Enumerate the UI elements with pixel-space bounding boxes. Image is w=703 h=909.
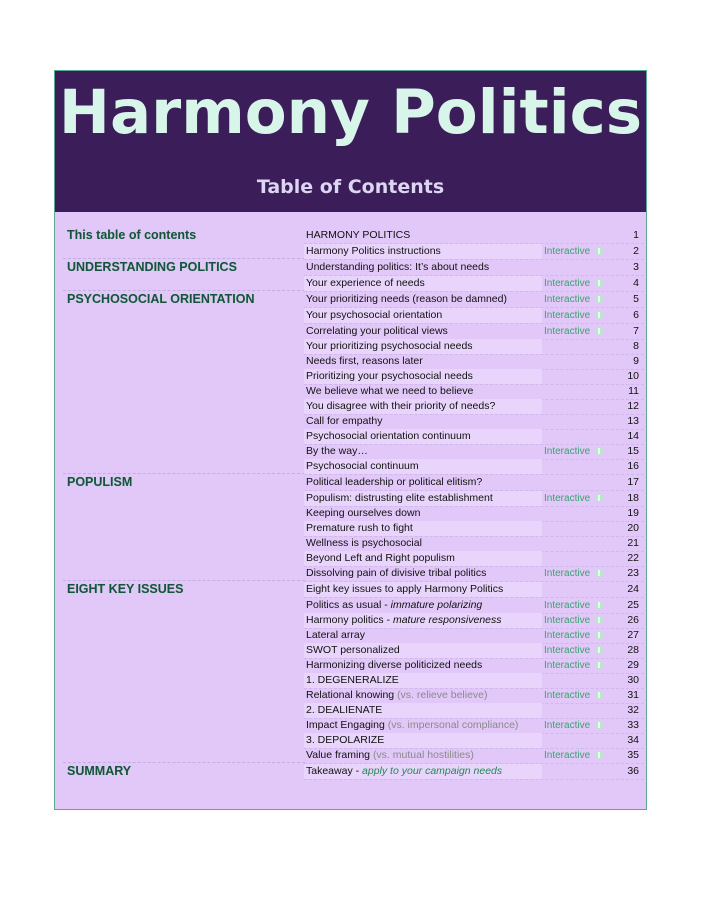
toc-entry-title [304,703,542,718]
toc-entry[interactable] [304,444,644,459]
interactive-label: Interactive [544,568,591,579]
toc-entry-title [304,292,542,307]
interactive-icon [595,295,603,303]
entry-title-text: Psychosocial orientation continuum [306,430,471,442]
section-heading: This table of contents [67,228,197,242]
interactive-label: Interactive [544,750,591,761]
entry-title-text: Understanding politics: It’s about needs [306,261,490,273]
page-number: 34 [627,734,639,746]
entry-title-suffix: apply to your campaign needs [362,765,503,777]
section-heading: EIGHT KEY ISSUES [67,582,184,596]
toc-entry-title [304,566,542,581]
entry-title-text: Your prioritizing needs (reason be damned) [306,293,507,305]
toc-entry-title [304,688,542,703]
toc-entry[interactable] [304,628,644,643]
interactive-label: Interactive [544,278,591,289]
entry-title-text: Value framing [306,749,373,761]
interactive-icon [595,661,603,669]
entry-title-text: Political leadership or political elitism? [306,476,483,488]
page-number: 1 [633,229,639,241]
page-number: 25 [627,599,639,611]
toc-entry-title [304,551,542,566]
toc-entry-title [304,414,542,429]
toc-entry[interactable] [304,673,644,688]
interactive-label: Interactive [544,493,591,504]
toc-entry-title [304,491,542,506]
toc-entry[interactable] [304,598,644,613]
entry-title-text: Populism: distrusting elite establishment [306,492,493,504]
toc-entry-title [304,399,542,414]
section-heading: PSYCHOSOCIAL ORIENTATION [67,292,255,306]
toc-entry[interactable] [304,748,644,763]
page-number: 2 [633,245,639,257]
interactive-badge[interactable] [544,598,606,613]
page-number: 27 [627,629,639,641]
page-number: 14 [627,430,639,442]
toc-entry[interactable] [304,475,644,490]
interactive-badge[interactable] [544,566,606,581]
toc-entry-title [304,276,542,291]
interactive-label: Interactive [544,660,591,671]
toc-entry-title [304,339,542,354]
toc-entry-title [304,429,542,444]
toc-entry[interactable] [304,429,644,444]
toc-entry-title [304,748,542,763]
interactive-badge[interactable] [544,613,606,628]
interactive-icon [595,569,603,577]
section-divider [63,290,305,291]
entry-title-suffix: (vs. relieve believe) [397,689,488,701]
toc-entry-title [304,643,542,658]
page-number: 11 [628,385,639,397]
page-number: 4 [633,277,639,289]
toc-entry[interactable] [304,414,644,429]
section-heading: UNDERSTANDING POLITICS [67,260,237,274]
toc-entry-title [304,613,542,628]
entry-title-suffix: immature polarizing [390,599,483,611]
toc-entry[interactable] [304,369,644,384]
toc-entry-title [304,444,542,459]
entry-title-text: Correlating your political views [306,325,448,337]
interactive-label: Interactive [544,720,591,731]
entry-title-text: Needs first, reasons later [306,355,423,367]
header-banner [55,71,646,212]
entry-title-text: Premature rush to fight [306,522,413,534]
page-number: 26 [627,614,639,626]
toc-entry[interactable] [304,399,644,414]
toc-entry[interactable] [304,718,644,733]
interactive-icon [595,631,603,639]
toc-entry[interactable] [304,459,644,474]
toc-entry-title [304,628,542,643]
page-number: 35 [627,749,639,761]
section-heading: SUMMARY [67,764,132,778]
interactive-icon [595,327,603,335]
interactive-label: Interactive [544,326,591,337]
interactive-badge[interactable] [544,491,606,506]
interactive-icon [595,601,603,609]
page-number: 31 [627,689,639,701]
toc-entry-title [304,521,542,536]
toc-entry[interactable] [304,276,644,291]
entry-title-text: Harmony Politics instructions [306,245,441,257]
page-number: 13 [627,415,639,427]
interactive-badge[interactable] [544,718,606,733]
toc-entry-title [304,598,542,613]
toc-entry-title [304,324,542,339]
page-number: 23 [627,567,639,579]
page-title: Harmony Politics [58,77,643,148]
entry-title-text: Impact Engaging [306,719,388,731]
interactive-badge[interactable] [544,748,606,763]
toc-entry[interactable] [304,566,644,581]
interactive-label: Interactive [544,446,591,457]
entry-title-text: HARMONY POLITICS [306,229,411,241]
interactive-badge[interactable] [544,244,606,259]
page-number: 3 [633,261,639,273]
interactive-icon [595,691,603,699]
interactive-icon [595,721,603,729]
interactive-icon [595,447,603,455]
toc-entry[interactable] [304,703,644,718]
entry-title-text: Harmony politics - [306,614,393,626]
page-number: 5 [633,293,639,305]
section-heading: POPULISM [67,475,133,489]
toc-entry-title [304,459,542,474]
toc-entry[interactable] [304,244,644,259]
page-number: 8 [633,340,639,352]
entry-title-text: 3. DEPOLARIZE [306,734,385,746]
toc-entry[interactable] [304,339,644,354]
page-number: 29 [627,659,639,671]
entry-title-text: Keeping ourselves down [306,507,421,519]
interactive-label: Interactive [544,246,591,257]
toc-entry[interactable] [304,582,644,597]
interactive-badge[interactable] [544,658,606,673]
interactive-icon [595,311,603,319]
toc-entry-title [304,475,542,490]
entry-title-suffix: mature responsiveness [392,614,502,626]
entry-title-text: Beyond Left and Right populism [306,552,455,564]
page-number: 28 [627,644,639,656]
toc-entry[interactable] [304,658,644,673]
page-number: 30 [627,674,639,686]
entry-title-text: Prioritizing your psychosocial needs [306,370,473,382]
entry-title-text: Harmonizing diverse politicized needs [306,659,483,671]
toc-body [55,212,646,810]
entry-title-text: Takeaway - [306,765,363,777]
entry-title-text: Call for empathy [306,415,383,427]
interactive-badge[interactable] [544,324,606,339]
toc-page [54,70,647,810]
page-number: 24 [627,583,639,595]
interactive-badge[interactable] [544,444,606,459]
section-divider [63,580,305,581]
row-divider [304,779,644,780]
toc-entry[interactable] [304,536,644,551]
interactive-label: Interactive [544,294,591,305]
interactive-badge[interactable] [544,628,606,643]
toc-entry-title [304,354,542,369]
toc-entry-title [304,384,542,399]
toc-entry-title [304,244,542,259]
toc-entry-title [304,673,542,688]
interactive-badge[interactable] [544,292,606,307]
toc-entry[interactable] [304,733,644,748]
interactive-label: Interactive [544,615,591,626]
toc-entry[interactable] [304,613,644,628]
toc-entry[interactable] [304,324,644,339]
toc-entry[interactable] [304,292,644,307]
toc-entry-title [304,536,542,551]
interactive-label: Interactive [544,645,591,656]
toc-entry-title [304,506,542,521]
entry-title-text: 1. DEGENERALIZE [306,674,399,686]
entry-title-text: Relational knowing [306,689,398,701]
interactive-badge[interactable] [544,643,606,658]
interactive-icon [595,494,603,502]
entry-title-suffix: (vs. mutual hostilities) [372,749,474,761]
section-divider [63,473,305,474]
toc-entry-title [304,764,542,779]
page-number: 32 [627,704,639,716]
toc-entry[interactable] [304,308,644,323]
entry-title-text: Your experience of needs [306,277,425,289]
interactive-badge[interactable] [544,688,606,703]
toc-heading: Table of Contents [256,176,445,198]
page-number: 16 [627,460,639,472]
interactive-icon [595,247,603,255]
toc-entry[interactable] [304,491,644,506]
entry-title-text: Dissolving pain of divisive tribal politics [306,567,487,579]
page-number: 7 [633,325,639,337]
interactive-icon [595,279,603,287]
entry-title-text: Wellness is psychosocial [306,537,422,549]
toc-entry[interactable] [304,506,644,521]
section-divider [63,762,305,763]
toc-entry[interactable] [304,643,644,658]
interactive-label: Interactive [544,310,591,321]
page-number: 6 [633,309,639,321]
toc-entry[interactable] [304,688,644,703]
toc-entry-title [304,228,542,243]
page-number: 36 [627,765,639,777]
section-divider [63,258,305,259]
toc-entry[interactable] [304,521,644,536]
toc-entry[interactable] [304,228,644,243]
interactive-badge[interactable] [544,276,606,291]
page-number: 33 [627,719,639,731]
entry-title-text: We believe what we need to believe [306,385,474,397]
interactive-icon [595,616,603,624]
page-number: 21 [627,537,639,549]
entry-title-text: SWOT personalized [306,644,400,656]
toc-entry[interactable] [304,354,644,369]
entry-title-text: Your psychosocial orientation [306,309,443,321]
interactive-badge[interactable] [544,308,606,323]
interactive-label: Interactive [544,690,591,701]
toc-entry-title [304,582,542,597]
entry-title-suffix: (vs. impersonal compliance) [387,719,519,731]
page-number: 17 [627,476,639,488]
interactive-label: Interactive [544,630,591,641]
toc-entry-title [304,658,542,673]
entry-title-text: Psychosocial continuum [306,460,419,472]
toc-entry-title [304,718,542,733]
toc-entry[interactable] [304,260,644,275]
page-number: 20 [627,522,639,534]
entry-title-text: You disagree with their priority of needs? [306,400,496,412]
interactive-icon [595,646,603,654]
page-number: 10 [627,370,639,382]
toc-entry[interactable] [304,384,644,399]
entry-title-text: Your prioritizing psychosocial needs [306,340,473,352]
page-number: 22 [627,552,639,564]
interactive-label: Interactive [544,600,591,611]
toc-entry-title [304,369,542,384]
toc-entry[interactable] [304,551,644,566]
toc-entry-title [304,308,542,323]
page-number: 9 [633,355,639,367]
entry-title-text: 2. DEALIENATE [306,704,383,716]
page-number: 15 [627,445,639,457]
entry-title-text: Politics as usual - [306,599,391,611]
page-number: 19 [627,507,639,519]
entry-title-text: By the way… [306,445,368,457]
entry-title-text: Eight key issues to apply Harmony Politics [306,583,504,595]
toc-entry-title [304,733,542,748]
toc-entry[interactable] [304,764,644,779]
page-number: 18 [627,492,639,504]
entry-title-text: Lateral array [306,629,365,641]
page-number: 12 [627,400,639,412]
interactive-icon [595,751,603,759]
toc-entry-title [304,260,542,275]
